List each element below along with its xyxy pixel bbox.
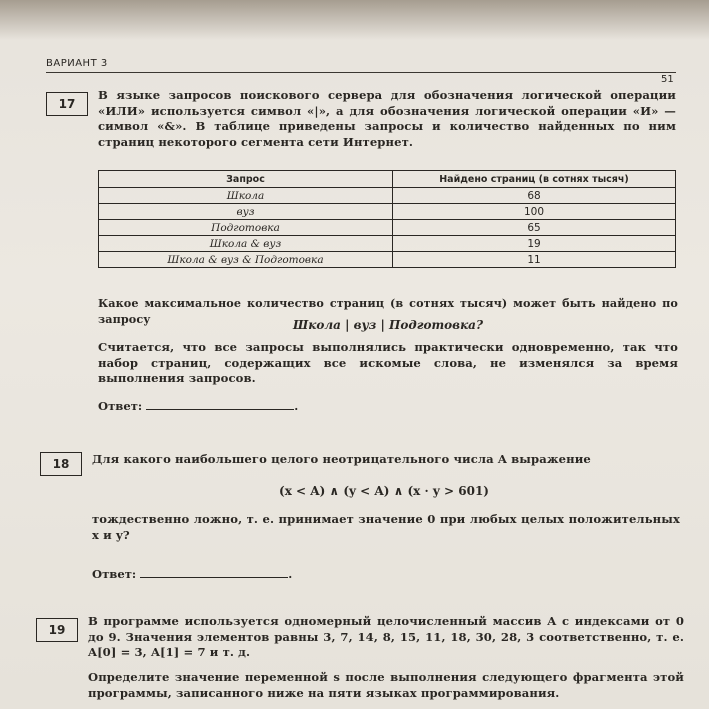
task-18-expression: (x < A) ∧ (y < A) ∧ (x · y > 601) <box>279 484 489 498</box>
task-19-text: Определите значение переменной s после выполнения следующего фрагмента этой программы, записанного ниже на пяти языках программирования. <box>88 670 684 700</box>
query-cell: Подготовка <box>99 220 393 236</box>
query-cell: вуз <box>99 204 393 220</box>
task-18-number: 18 <box>40 452 82 476</box>
table-row <box>99 236 676 252</box>
task-17-note: Считается, что все запросы выполнялись практически одновременно, так что набор страниц, содержащих все искомые слова, не изменялся за время выполнения запросов. <box>98 340 678 385</box>
header-rule <box>46 72 676 73</box>
task-19-number: 19 <box>36 618 78 642</box>
table-row <box>99 204 676 220</box>
count-cell: 100 <box>393 204 676 220</box>
task-17-intro: В языке запросов поискового сервера для обозначения логической операции «ИЛИ» используется символ «|», а для обозначения логической операции «И» — символ «&». В таблице приведены запросы и количество найденных по ним страниц некоторого сегмента сети Интернет. <box>98 88 676 149</box>
task-17-number: 17 <box>46 92 88 116</box>
answer-label: Ответ: <box>92 567 137 581</box>
query-cell: Школа <box>99 188 393 204</box>
variant-header: ВАРИАНТ 3 <box>46 58 108 69</box>
task-17-answer <box>98 398 298 413</box>
table-row <box>99 252 676 268</box>
query-table <box>98 170 676 268</box>
task-19-intro: В программе используется одномерный целочисленный массив A с индексами от 0 до 9. Значения элементов равны 3, 7, 14, 8, 15, 11, 18, 30, 28, 3 соответственно, т. е. A[0] = 3, A[1] = 7 и т. д. <box>88 614 684 659</box>
table-header-row <box>99 171 676 188</box>
answer-label: Ответ: <box>98 399 143 413</box>
count-cell: 11 <box>393 252 676 268</box>
count-cell: 19 <box>393 236 676 252</box>
answer-period: . <box>288 567 293 581</box>
task-18-text: тождественно ложно, т. е. принимает значение 0 при любых целых положительных x и y? <box>92 512 680 542</box>
task-18-intro: Для какого наибольшего целого неотрицательного числа A выражение <box>92 452 591 466</box>
answer-field[interactable] <box>146 398 294 410</box>
answer-period: . <box>294 399 299 413</box>
page-number: 51 <box>661 74 674 85</box>
query-cell: Школа & вуз & Подготовка <box>99 252 393 268</box>
query-cell: Школа & вуз <box>99 236 393 252</box>
task-17-question: Какое максимальное количество страниц (в сотнях тысяч) может быть найдено по запросу <box>98 296 678 326</box>
table-row <box>99 188 676 204</box>
col-query-header: Запрос <box>99 171 393 188</box>
count-cell: 68 <box>393 188 676 204</box>
answer-field[interactable] <box>140 566 288 578</box>
col-count-header: Найдено страниц (в сотнях тысяч) <box>393 171 676 188</box>
page-shadow <box>0 0 709 40</box>
count-cell: 65 <box>393 220 676 236</box>
task-18-answer <box>92 566 292 581</box>
task-17-query-expression: Школа | вуз | Подготовка? <box>292 318 483 332</box>
table-row <box>99 220 676 236</box>
